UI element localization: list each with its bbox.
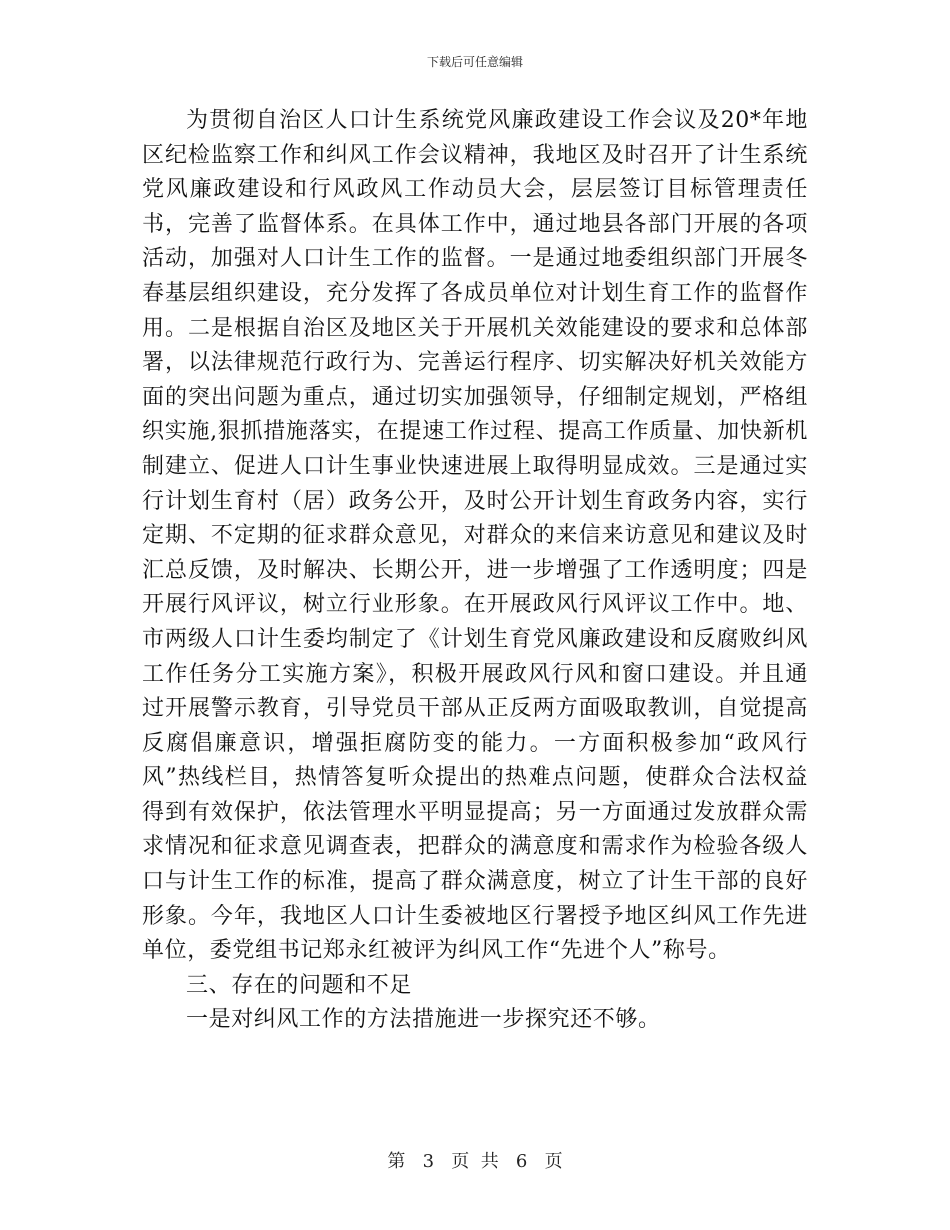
section-heading-problems: 三、存在的问题和不足 <box>186 972 413 998</box>
page-label-mid: 页 共 <box>451 1151 499 1172</box>
document-body <box>142 104 808 1038</box>
total-pages-number: 6 <box>515 1151 528 1172</box>
body-paragraph-1: 为贯彻自治区人口计生系统党风廉政建设工作会议及20*年地区纪检监察工作和纠风工作会议精神，我地区及时召开了计生系统党风廉政建设和行风政风工作动员大会，层层签订目标管理责任书，完善了监督体系。在具体工作中，通过地县各部门开展的各项活动，加强对人口计生工作的监督。一是通过地委组织部门开展冬春基层组织建设，充分发挥了各成员单位对计划生育工作的监督作用。二是根据自治区及地区关于开展机关效能建设的要求和总体部署，以法律规范行政行为、完善运行程序、切实解决好机关效能方面的突出问题为重点，通过切实加强领导，仔细制定规划，严格组织实施,狠抓措施落实，在提速工作过程、提高工作质量、加快新机制建立、促进人口计生事业快速进展上取得明显成效。三是通过实行计划生育村（居）政务公开，及时公开计划生育政务内容，实行定期、不定期的征求群众意见，对群众的来信来访意见和建议及时汇总反馈，及时解决、长期公开，进一步增强了工作透明度；四是开展行风评议，树立行业形象。在开展政风行风评议工作中。地、市两级人口计生委均制定了《计划生育党风廉政建设和反腐败纠风工作任务分工实施方案》，积极开展政风行风和窗口建设。并且通过开展警示教育，引导党员干部从正反两方面吸取教训，自觉提高反腐倡廉意识，增强拒腐防变的能力。一方面积极参加“政风行风”热线栏目，热情答复听众提出的热难点问题，使群众合法权益得到有效保护，依法管理水平明显提高；另一方面通过发放群众需求情况和征求意见调查表，把群众的满意度和需求作为检验各级人口与计生工作的标准，提高了群众满意度，树立了计生干部的良好形象。今年，我地区人口计生委被地区行署授予地区纠风工作先进单位，委党组书记郑永红被评为纠风工作“先进个人”称号。 <box>142 108 808 964</box>
page-label-prefix: 第 <box>387 1151 406 1172</box>
body-paragraph-2: 一是对纠风工作的方法措施进一步探究还不够。 <box>186 1007 661 1033</box>
current-page-number: 3 <box>422 1151 435 1172</box>
page-label-suffix: 页 <box>544 1151 563 1172</box>
page-header: 下载后可任意编辑 <box>426 55 523 69</box>
page-footer <box>0 1150 950 1174</box>
